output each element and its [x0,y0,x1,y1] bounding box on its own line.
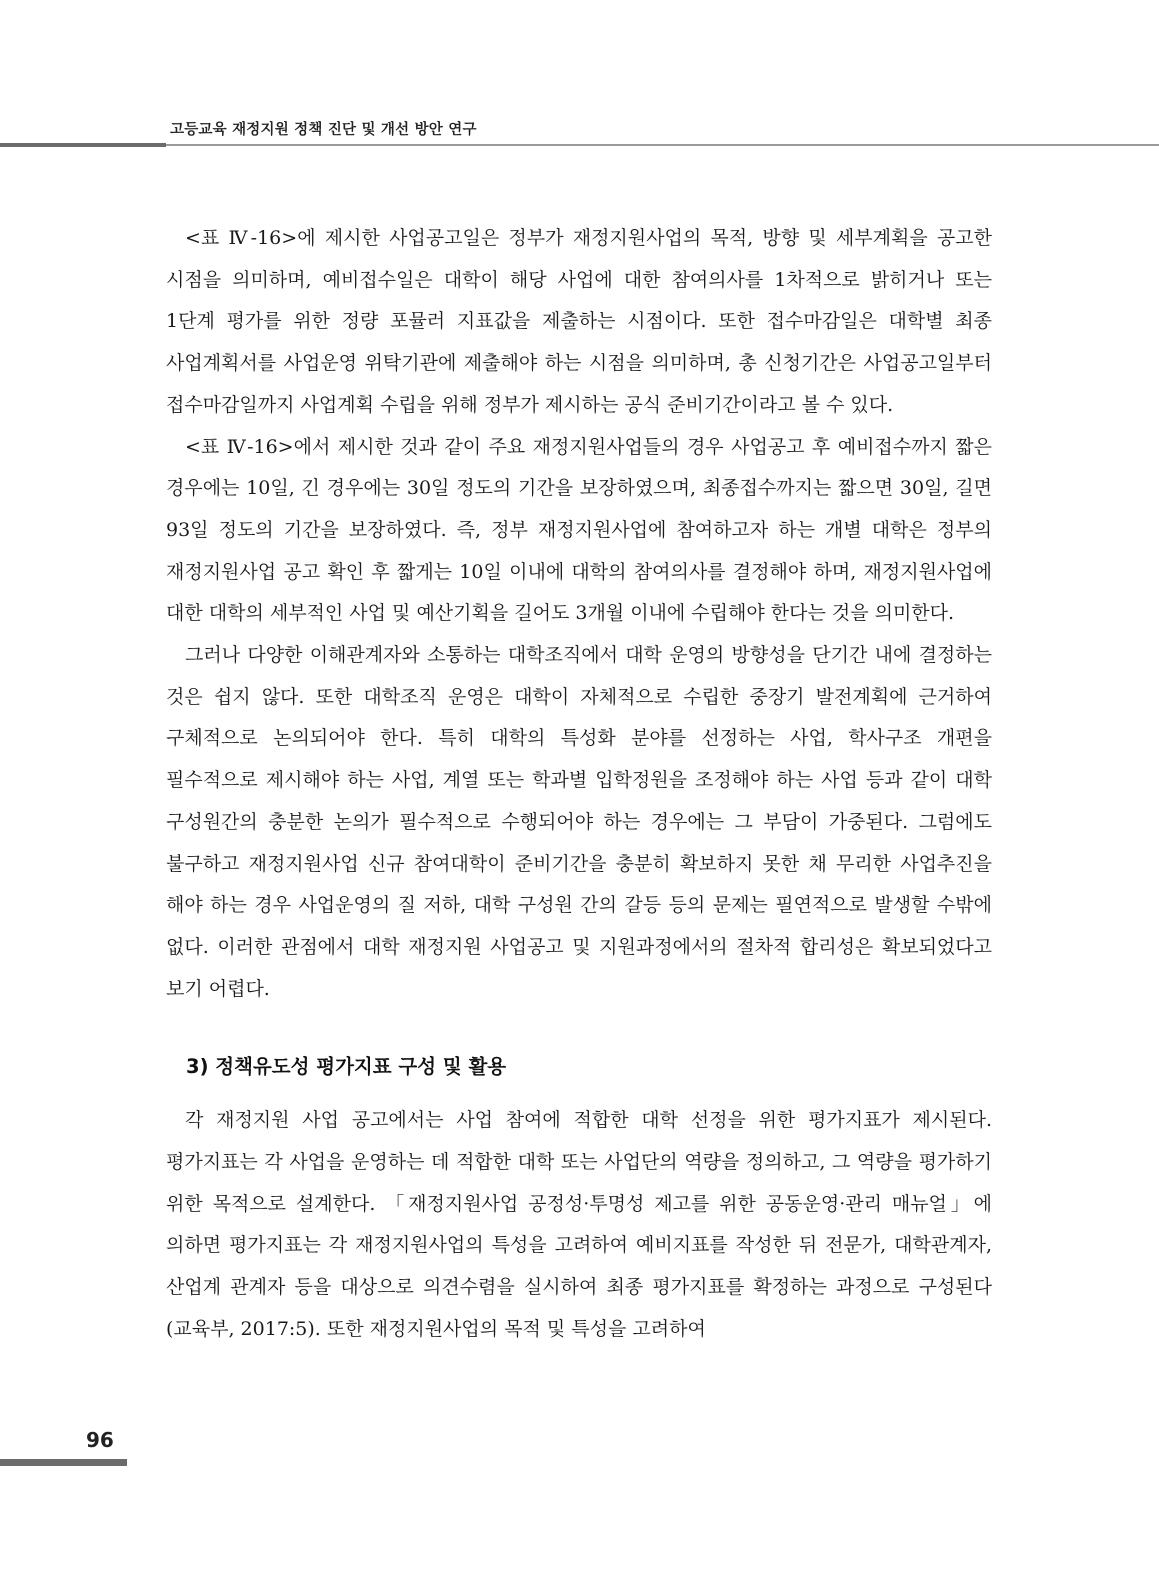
page-number: 96 [86,1428,114,1452]
header-rule-accent [0,143,166,147]
page-body [166,218,992,1351]
header-rule [166,144,1159,146]
body-paragraph-1: <표 Ⅳ-16>에 제시한 사업공고일은 정부가 재정지원사업의 목적, 방향 및 세부계획을 공고한 시점을 의미하며, 예비접수일은 대학이 해당 사업에 대한 참여의사를 1차적으로 밝히거나 또는 1단계 평가를 위한 정량 포뮬러 지표값을 제출하는 시점이다. 또한 접수마감일은 대학별 최종 사업계획서를 사업운영 위탁기관에 제출해야 하는 시점을 의미하며, 총 신청기간은 사업공고일부터 접수마감일까지 사업계획 수립을 위해 정부가 제시하는 공식 준비기간이라고 볼 수 있다. [166,227,992,416]
section-paragraph-1: 각 재정지원 사업 공고에서는 사업 참여에 적합한 대학 선정을 위한 평가지표가 제시된다. 평가지표는 각 사업을 운영하는 데 적합한 대학 또는 사업단의 역량을 정의하고, 그 역량을 평가하기 위한 목적으로 설계한다. 「재정지원사업 공정성·투명성 제고를 위한 공동운영·관리 매뉴얼」에 의하면 평가지표는 각 재정지원사업의 특성을 고려하여 예비지표를 작성한 뒤 전문가, 대학관계자, 산업계 관계자 등을 대상으로 의견수렴을 실시하여 최종 평가지표를 확정하는 과정으로 구성된다(교육부, 2017:5). 또한 재정지원사업의 목적 및 특성을 고려하여 [166,1109,992,1340]
body-paragraph-3: 그러나 다양한 이해관계자와 소통하는 대학조직에서 대학 운영의 방향성을 단기간 내에 결정하는 것은 쉽지 않다. 또한 대학조직 운영은 대학이 자체적으로 수립한 중장기 발전계획에 근거하여 구체적으로 논의되어야 한다. 특히 대학의 특성화 분야를 선정하는 사업, 학사구조 개편을 필수적으로 제시해야 하는 사업, 계열 또는 학과별 입학정원을 조정해야 하는 사업 등과 같이 대학 구성원간의 충분한 논의가 필수적으로 수행되어야 하는 경우에는 그 부담이 가중된다. 그럼에도 불구하고 재정지원사업 신규 참여대학이 준비기간을 충분히 확보하지 못한 채 무리한 사업추진을 해야 하는 경우 사업운영의 질 저하, 대학 구성원 간의 갈등 등의 문제는 필연적으로 발생할 수밖에 없다. 이러한 관점에서 대학 재정지원 사업공고 및 지원과정에서의 절차적 합리성은 확보되었다고 보기 어렵다. [166,644,992,1000]
running-header: 고등교육 재정지원 정책 진단 및 개선 방안 연구 [170,122,477,138]
body-paragraph-2: <표 Ⅳ-16>에서 제시한 것과 같이 주요 재정지원사업들의 경우 사업공고 후 예비접수까지 짧은 경우에는 10일, 긴 경우에는 30일 정도의 기간을 보장하였으며, 최종접수까지는 짧으면 30일, 길면 93일 정도의 기간을 보장하였다. 즉, 정부 재정지원사업에 참여하고자 하는 개별 대학은 정부의 재정지원사업 공고 확인 후 짧게는 10일 이내에 대학의 참여의사를 결정해야 하며, 재정지원사업에 대한 대학의 세부적인 사업 및 예산기획을 길어도 3개월 이내에 수립해야 한다는 것을 의미한다. [166,435,992,625]
section-heading: 3) 정책유도성 평가지표 구성 및 활용 [186,1055,507,1079]
footer-rule [0,1459,127,1466]
